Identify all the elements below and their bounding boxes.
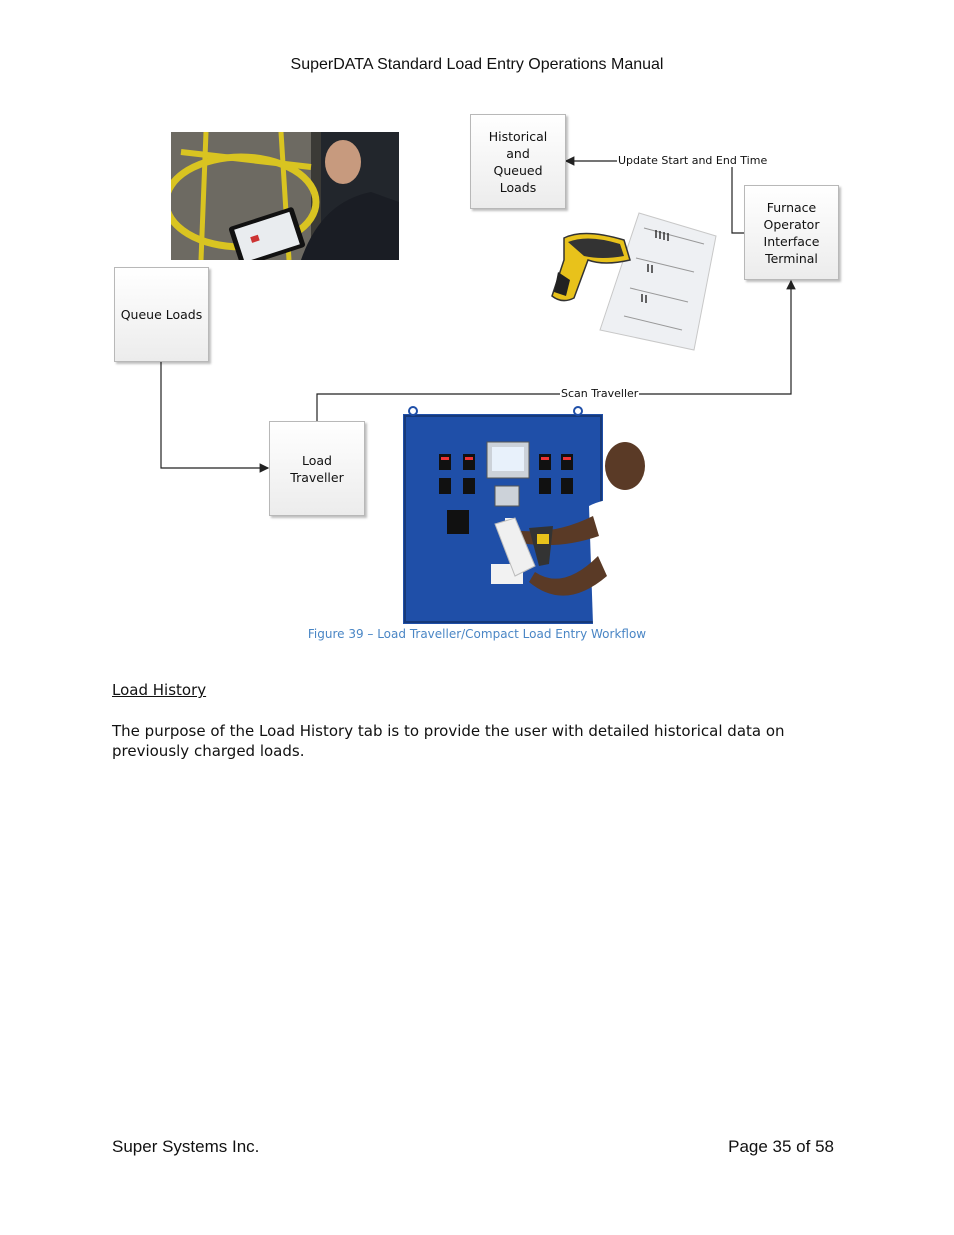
- box-queue-loads: Queue Loads: [114, 267, 209, 362]
- figure-caption: Figure 39 – Load Traveller/Compact Load Entry Workflow: [307, 627, 647, 641]
- box-furnace-operator-terminal: Furnace Operator Interface Terminal: [744, 185, 839, 280]
- page-header: SuperDATA Standard Load Entry Operations Manual: [290, 56, 664, 73]
- photo-operator-tablet: [171, 132, 399, 260]
- connector-label-scan: Scan Traveller: [561, 387, 639, 400]
- section-title: Load History: [112, 681, 207, 699]
- photo-control-panel: [403, 406, 645, 624]
- photo-scanner-traveller: [544, 208, 719, 353]
- footer-company: Super Systems Inc.: [112, 1137, 260, 1156]
- connector-queue-to-traveller: [161, 362, 268, 468]
- box-load-traveller: Load Traveller: [269, 421, 365, 516]
- box-historical-queued-loads: Historical and Queued Loads: [470, 114, 566, 209]
- footer-page-number: Page 35 of 58: [728, 1137, 834, 1156]
- section-body: The purpose of the Load History tab is to provide the user with detailed historical data on previously charged loads.: [112, 722, 785, 760]
- connector-label-update: Update Start and End Time: [618, 154, 768, 167]
